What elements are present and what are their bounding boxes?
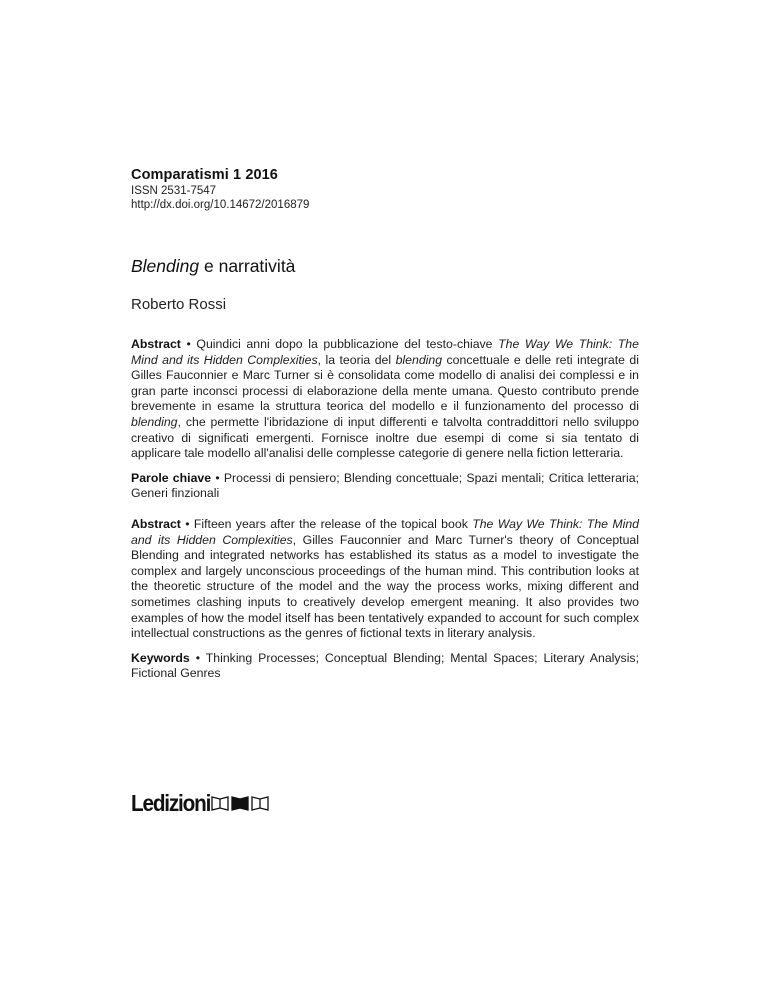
book-filled-icon xyxy=(232,797,248,810)
abstract-it-text-4: , che permette l'ibridazione di input differenti e talvolta contraddittori nello sviluppo creativo di significati emergenti. Fornisce inoltre due esempi di come si sia tentato di applicare tale modello all'analisi delle complesse categorie di genere nella fiction letteraria. xyxy=(131,414,639,461)
doi-link[interactable]: http://dx.doi.org/10.14672/2016879 xyxy=(131,199,310,211)
publisher-name: Ledizioni xyxy=(131,790,211,816)
keywords-en-label: Keywords xyxy=(131,650,190,665)
abstract-it-separator: • xyxy=(180,337,197,351)
keywords-english xyxy=(131,651,639,682)
keywords-it-label: Parole chiave xyxy=(131,470,212,485)
article-front-matter xyxy=(131,166,639,682)
open-book-icons xyxy=(211,795,269,812)
abstract-en-label: Abstract xyxy=(131,516,181,531)
book-outline-icon-2 xyxy=(252,797,268,810)
book-outline-icon-1 xyxy=(212,797,228,810)
keywords-en-text: Thinking Processes; Conceptual Blending; Mental Spaces; Literary Analysis; Fictional Genres xyxy=(131,650,639,681)
keywords-it-separator: • xyxy=(211,470,224,485)
article-title-rest: e narratività xyxy=(199,256,296,276)
keywords-en-separator: • xyxy=(189,650,206,665)
keywords-it-text: Processi di pensiero; Blending concettuale; Spazi mentali; Critica letteraria; Generi finzionali xyxy=(131,470,640,501)
abstract-en-text-1: Fifteen years after the release of the topical book xyxy=(193,516,473,531)
abstract-en-book-title: The Way We Think: The Mind and its Hidden Complexities xyxy=(131,516,639,547)
article-title-italic: Blending xyxy=(131,256,200,276)
abstract-en-text-2: , Gilles Fauconnier and Marc Turner's theory of Conceptual Blending and integrated networks has established its status as a model to investigate the complex and largely unconscious proceedings of the human mind. This contribution looks at the theoretic structure of the model and the way the process works, mixing different and sometimes clashing inputs to creatively develop emergent meaning. It also provides two examples of how the model itself has been tentatively expanded to account for such complex intellectual constructions as the genres of fictional texts in literary analysis. xyxy=(131,532,639,641)
abstract-it-text-3: concettuale e delle reti integrate di Gilles Fauconnier e Marc Turner si è consolidata come modello di analisi dei complessi e in gran parte inconsci processi di elaborazione della mente umana. Questo contributo prende brevemente in esame la struttura teorica del modello e il funzionamento del processo di xyxy=(131,352,639,414)
abstract-it-text-2: , la teoria del xyxy=(317,352,396,367)
abstract-en-separator: • xyxy=(180,516,194,531)
abstract-it-book-title: The Way We Think: The Mind and its Hidden Complexities xyxy=(131,337,639,367)
article-title xyxy=(131,255,639,277)
abstract-it-text-1: Quindici anni dopo la pubblicazione del testo-chiave xyxy=(196,337,499,351)
abstract-english xyxy=(131,517,639,642)
publisher-logo xyxy=(131,787,269,815)
author-name: Roberto Rossi xyxy=(131,296,227,313)
keywords-italian xyxy=(131,471,639,502)
abstract-it-term: blending xyxy=(395,352,443,367)
abstract-it-label: Abstract xyxy=(131,337,181,351)
issn: ISSN 2531-7547 xyxy=(131,185,217,197)
abstract-italian xyxy=(131,337,639,462)
abstract-it-term-2: blending xyxy=(131,414,178,429)
journal-issue: Comparatismi 1 2016 xyxy=(131,167,278,183)
